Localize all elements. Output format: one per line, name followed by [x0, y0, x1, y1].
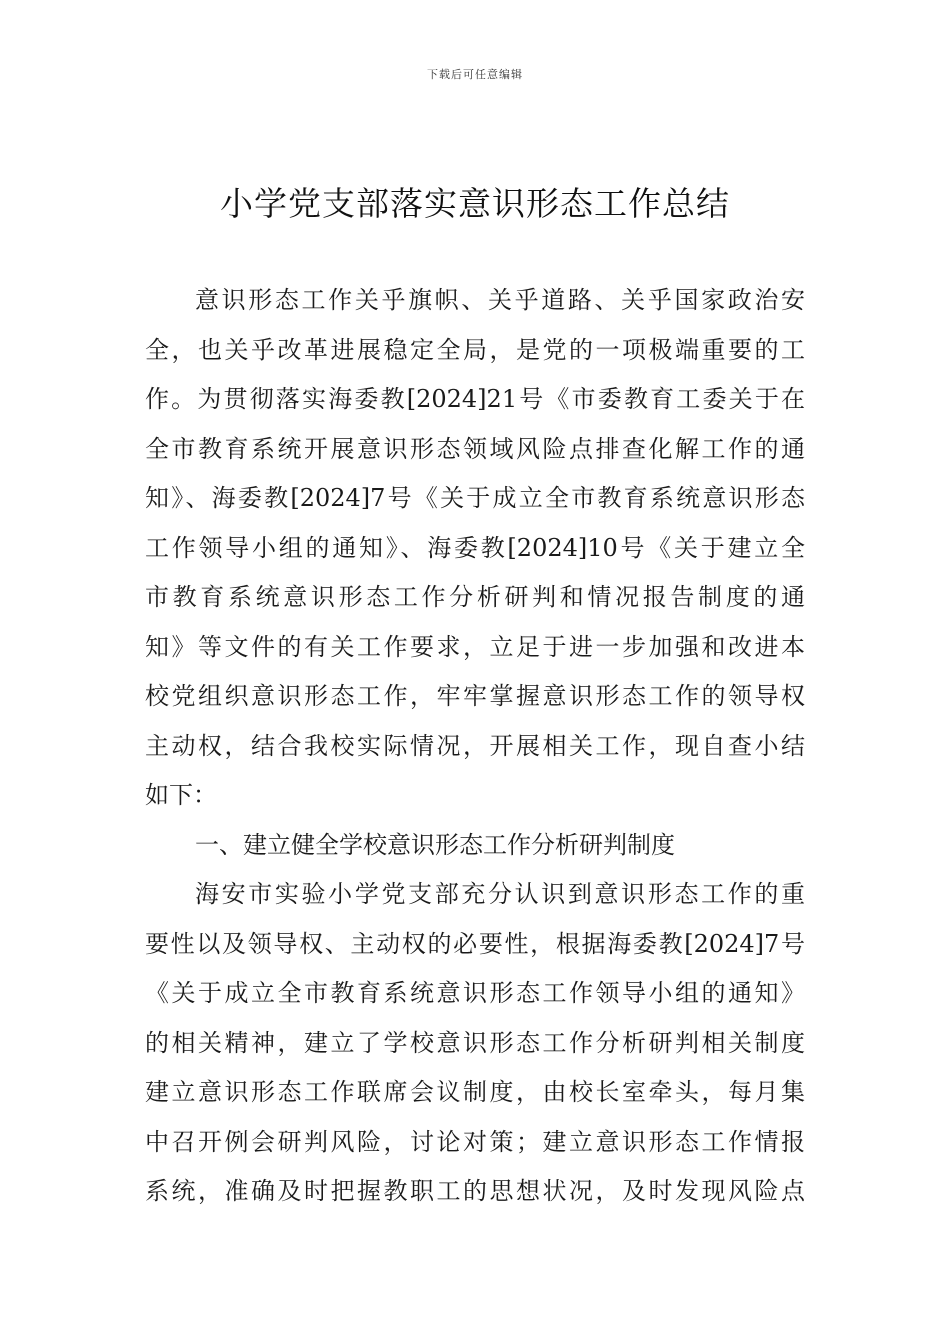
paragraph-line: 知》、海委教[2024]7号《关于成立全市教育系统意识形态 [145, 484, 805, 512]
paragraph-line: 要性以及领导权、主动权的必要性，根据海委教[2024]7号 [145, 929, 805, 958]
paragraph-line: 市教育系统意识形态工作分析研判和情况报告制度的通 [145, 583, 805, 611]
header-note: 下载后可任意编辑 [427, 68, 523, 81]
paragraph-line: 主动权，结合我校实际情况，开展相关工作，现自查小结 [145, 731, 805, 760]
document-body [145, 276, 805, 1217]
paragraph-line: 中召开例会研判风险，讨论对策；建立意识形态工作情报 [145, 1127, 805, 1156]
section-heading: 一、建立健全学校意识形态工作分析研判制度 [195, 830, 675, 859]
paragraph-line: 校党组织意识形态工作，牢牢掌握意识形态工作的领导权 [145, 682, 805, 710]
paragraph-line: 意识形态工作关乎旗帜、关乎道路、关乎国家政治安 [195, 286, 805, 314]
paragraph-line: 海安市实验小学党支部充分认识到意识形态工作的重 [195, 880, 805, 908]
paragraph-line: 知》等文件的有关工作要求，立足于进一步加强和改进本 [145, 632, 805, 661]
paragraph-line: 系统，准确及时把握教职工的思想状况，及时发现风险点 [145, 1177, 805, 1205]
paragraph-line: 建立意识形态工作联席会议制度，由校长室牵头，每月集 [145, 1078, 805, 1106]
paragraph-line: 全，也关乎改革进展稳定全局，是党的一项极端重要的工 [145, 335, 805, 364]
paragraph-line: 工作领导小组的通知》、海委教[2024]10号《关于建立全 [145, 533, 805, 562]
paragraph-line: 《关于成立全市教育系统意识形态工作领导小组的通知》 [145, 979, 805, 1007]
paragraph-line: 作。为贯彻落实海委教[2024]21号《市委教育工委关于在 [145, 385, 805, 413]
paragraph-line: 的相关精神，建立了学校意识形态工作分析研判相关制度 [145, 1028, 805, 1057]
paragraph-line: 如下： [145, 781, 217, 809]
paragraph-line: 全市教育系统开展意识形态领域风险点排查化解工作的通 [145, 434, 805, 463]
document-title: 小学党支部落实意识形态工作总结 [220, 184, 730, 223]
